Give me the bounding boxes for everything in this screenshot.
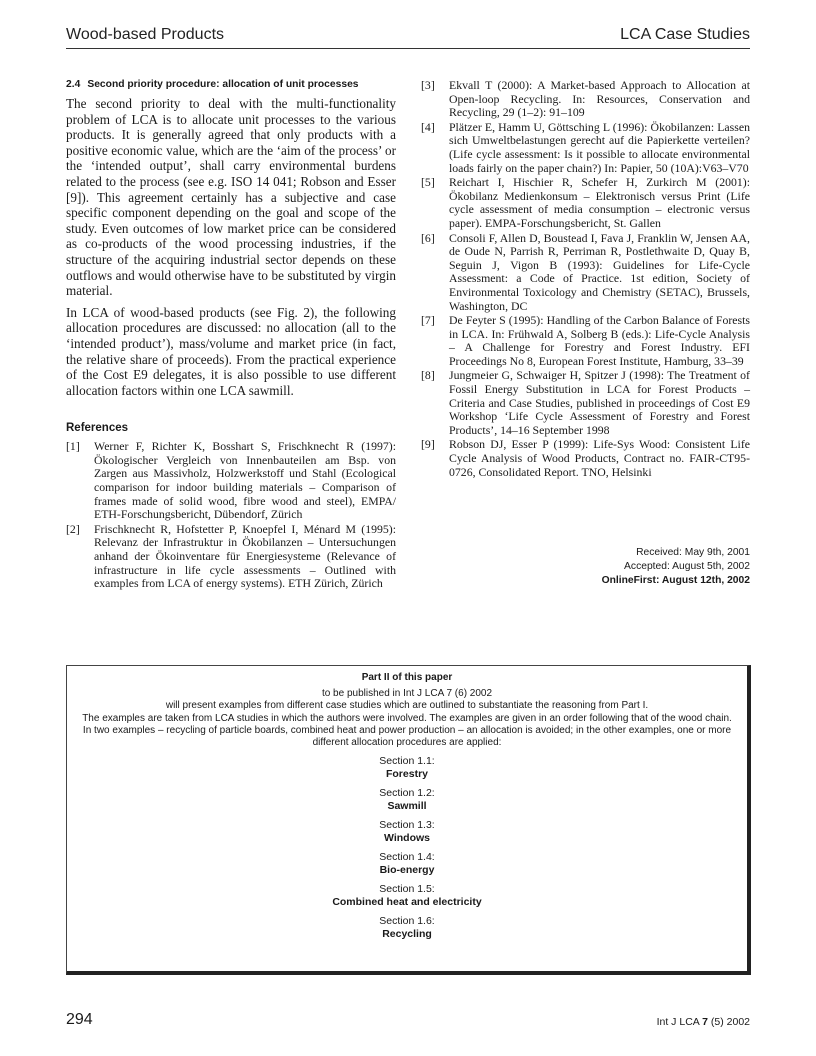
section-entry [75,755,739,780]
reference-item [421,438,750,479]
reference-item [66,523,396,591]
reference-text: Jungmeier G, Schwaiger H, Spitzer J (1998): The Treatment of Fossil Energy Substitution in LCA for Forest Products – Criteria and Case Studies, published in proceedings of Cost E9 Workshop ‘Life Cycle Assessment of Forestry and Forest Products’, 14–16 September 1998 [449,368,750,437]
body-paragraph-1: The second priority to deal with the multi-functionality problem of LCA is to allocate unit processes to the various products. It is generally agreed that only products with a positive economic value, which are the ‘aim of the process’ or the ‘intended output’, shall carry environmental burdens related to the process (see e.g. ISO 14 041; Robson and Esser [9]). This agreement certainly has a subjective and case specific component depending on the goal and scope of the study. Even outcomes of low market price can be considered as co-products of the wood processing industries, if the structure of the acquiring industrial sector depends on these outflows and would otherwise have to be substituted by virgin material. [66,96,396,299]
reference-number: [5] [421,175,435,190]
reference-number: [7] [421,313,435,328]
box-text-line3: The examples are taken from LCA studies in which the authors were involved. The examples are given in an order following that of the wood chain. In two examples – recycling of particle boards, combined heat and power production – an allocation is avoided; in the other examples, one or more different allocation procedures are applied: [82,712,732,749]
section-label: Section 1.3: [379,819,435,832]
section-entry [75,787,739,812]
right-column [421,79,750,480]
section-label: Section 1.1: [379,755,435,768]
reference-item [421,232,750,314]
reference-item [421,121,750,175]
left-column [66,79,396,592]
section-name: Bio-energy [379,863,435,876]
section-heading [66,79,396,90]
header-rule [66,48,750,49]
section-entry [75,851,739,876]
section-label: Section 1.4: [379,851,435,864]
accepted-date: Accepted: August 5th, 2002 [624,561,750,572]
reference-number: [1] [66,439,80,454]
reference-text: Frischknecht R, Hofstetter P, Knoepfel I, Ménard M (1995): Relevanz der Infrastruktur in Ökobilanzen – Untersuchungen anhand der Ökoinventare für Energiesysteme (Relevance of infrastructure in life cycle assessments – Outlined with examples from LCA of energy systems). ETH Zürich, Zürich [94,521,396,591]
reference-text: Robson DJ, Esser P (1999): Life-Sys Wood: Consistent Life Cycle Analysis of Wood Products, Contract no. FAIR-CT95-0726, Consolidated Report. TNO, Helsinki [449,437,750,479]
submission-dates [602,546,750,588]
reference-number: [4] [421,119,435,134]
section-name: Windows [384,831,430,844]
reference-number: [9] [421,437,435,452]
references-heading: References [66,422,129,435]
reference-item [66,440,396,522]
reference-text: De Feyter S (1995): Handling of the Carbon Balance of Forests in LCA. In: Frühwald A, Solberg B (eds.): Life-Cycle Analysis – A Challenge for Forestry and Forest Industry. EFI Proceedings No 8, European Forest Institute, Hamburg, 33–39 [449,313,750,368]
section-entry [75,819,739,844]
reference-item [421,79,750,120]
body-paragraph-2: In LCA of wood-based products (see Fig. 2), the following allocation procedures are discussed: no allocation (all to the ‘intended product’), mass/volume and market price (in fact, the relative share of proceeds). From the practical experience of the Cost E9 delegates, it is also possible to use different allocation factors within one LCA sawmill. [66,304,396,398]
reference-text: Consoli F, Allen D, Boustead I, Fava J, Franklin W, Jensen AA, de Oude N, Parrish R, Perriman R, Postlethwaite D, Quay B, Seguin J, Vigon B (1993): Guidelines for Life-Cycle Assessment: a Code of Practice. 1st edition, Society of Environmental Toxicology and Chemistry (SETAC), Brussels, Washington, DC [449,230,750,313]
section-label: Section 1.2: [379,787,435,800]
section-title: Second priority procedure: allocation of unit processes [87,79,359,90]
reference-text: Ekvall T (2000): A Market-based Approach to Allocation at Open-loop Recycling. In: Resources, Conservation and Recycling, 29 (1–2): 91–109 [449,78,750,120]
reference-number: [8] [421,368,435,383]
section-name: Forestry [385,767,428,780]
reference-text: Werner F, Richter K, Bosshart S, Frischknecht R (1997): Ökologischer Vergleich von Innenbauteilen am Bsp. von Zargen aus Massivholz, Holzwerkstoff und Stahl (Ecological comparison for indoor building materials – Comparison of frames made of solid wood, fibre wood and steel), EMPA/ ETH-Forschungsbericht, Dübendorf, Zürich [94,439,396,522]
box-title: Part II of this paper [361,672,453,683]
journal-citation [657,1016,750,1028]
running-header [66,24,750,50]
section-label: Section 1.6: [379,915,435,928]
section-number: 2.4 [66,79,81,90]
section-name: Recycling [382,927,432,940]
reference-item [421,314,750,368]
online-first-date: OnlineFirst: August 12th, 2002 [601,575,750,586]
journal-suffix: (5) 2002 [707,1016,750,1028]
section-entry [75,915,739,940]
section-entry [75,883,739,908]
section-name: Combined heat and electricity [332,895,482,908]
section-label: Section 1.5: [379,883,435,896]
journal-volume: 7 [702,1016,708,1028]
journal-prefix: Int J LCA [656,1016,703,1028]
header-category: LCA Case Studies [620,26,750,43]
reference-number: [2] [66,521,80,536]
reference-text: Plätzer E, Hamm U, Göttsching L (1996): Ökobilanzen: Lassen sich Umweltbelastungen gerecht auf die Papierkette verteilen? (Life cycle assessment: Is it possible to allocate environmental loads fairly on the paper chain?) In: Papier, 50 (10A):V63–V70 [449,119,750,175]
section-list [75,755,739,940]
reference-number: [6] [421,230,435,245]
box-text-line2: will present examples from different case studies which are outlined to substantiate the reasoning from Part I. [165,700,649,712]
reference-number: [3] [421,78,435,92]
box-text-line1: to be published in Int J LCA 7 (6) 2002 [321,688,493,700]
received-date: Received: May 9th, 2001 [636,547,750,558]
page-number: 294 [66,1011,93,1028]
section-name: Sawmill [387,799,427,812]
reference-item [421,369,750,437]
reference-text: Reichart I, Hischier R, Schefer H, Zurkirch M (2001): Ökobilanz Medienkonsum – Elektronisch versus Print (Life cycle assessment of media consumption – electronic versus paper). EMPA-Forschungsbericht, St. Gallen [449,175,750,230]
part-two-notice-box [66,665,751,975]
reference-item [421,176,750,230]
header-journal-section: Wood-based Products [66,26,225,43]
